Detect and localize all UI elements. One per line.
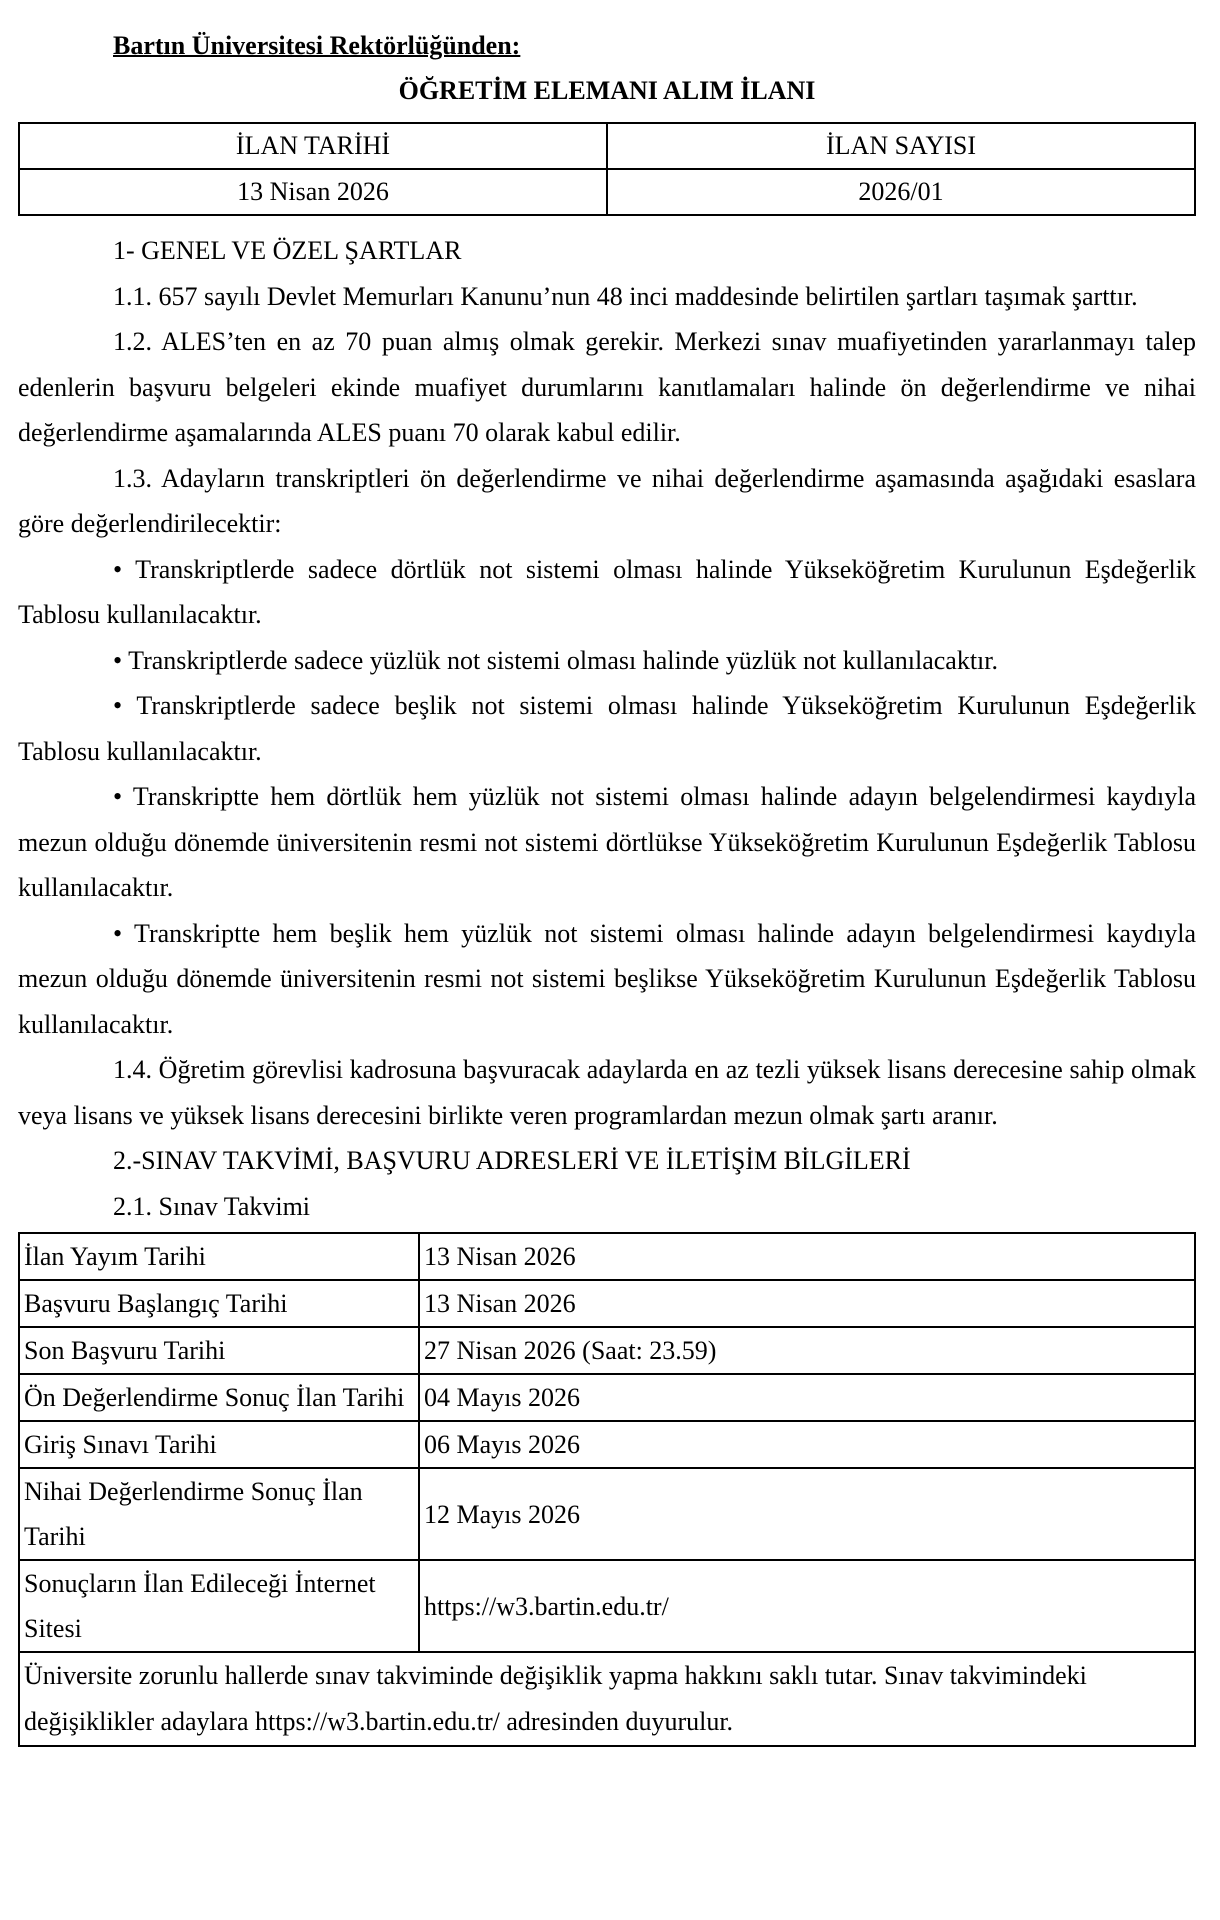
schedule-value: 13 Nisan 2026 (419, 1233, 1195, 1280)
schedule-note: Üniversite zorunlu hallerde sınav takviminde değişiklik yapma hakkını saklı tutar. Sınav takvimindeki değişiklikler adaylara https://w3.bartin.edu.tr/ adresinden duyurulur. (19, 1652, 1195, 1746)
announcement-date: 13 Nisan 2026 (19, 169, 607, 215)
paragraph-1-2: 1.2. ALES’ten en az 70 puan almış olmak gerekir. Merkezi sınav muafiyetinden yararlanmayı talep edenlerin başvuru belgeleri ekinde muafiyet durumlarını kanıtlamaları halinde ön değerlendirme ve nihai değerlendirme aşamalarında ALES puanı 70 olarak kabul edilir. (18, 327, 1196, 447)
announcement-info-table (18, 122, 1196, 216)
table-row (19, 1652, 1195, 1746)
table-row (19, 1421, 1195, 1468)
bullet-item: • Transkriptte hem beşlik hem yüzlük not sistemi olması halinde adayın belgelendirmesi kaydıyla mezun olduğu dönemde üniversitenin resmi not sistemi beşlikse Yükseköğretim Kurulunun Eşdeğerlik Tablosu kullanılacaktır. (18, 918, 1196, 1039)
header-cell-number: İLAN SAYISI (607, 123, 1195, 169)
schedule-value: 27 Nisan 2026 (Saat: 23.59) (419, 1327, 1195, 1374)
table-row (19, 1374, 1195, 1421)
paragraph-1-4: 1.4. Öğretim görevlisi kadrosuna başvuracak adaylarda en az tezli yüksek lisans derecesine sahip olmak veya lisans ve yüksek lisans derecesini birlikte veren programlardan mezun olmak şartı aranır. (18, 1055, 1196, 1130)
table-row (19, 1560, 1195, 1652)
bullet-item: • Transkriptlerde sadece dörtlük not sistemi olması halinde Yükseköğretim Kurulunun Eşdeğerlik Tablosu kullanılacaktır. (18, 554, 1196, 629)
schedule-value: 04 Mayıs 2026 (419, 1374, 1195, 1421)
schedule-label: İlan Yayım Tarihi (19, 1233, 419, 1280)
announcement-body (18, 228, 1196, 1229)
table-row (19, 1280, 1195, 1327)
schedule-label: Son Başvuru Tarihi (19, 1327, 419, 1374)
bullet-item: • Transkriptte hem dörtlük hem yüzlük not sistemi olması halinde adayın belgelendirmesi kaydıyla mezun olduğu dönemde üniversitenin resmi not sistemi dörtlükse Yükseköğretim Kurulunun Eşdeğerlik Tablosu kullanılacaktır. (18, 782, 1196, 902)
schedule-label: Sonuçların İlan Edileceği İnternet Sitesi (19, 1560, 419, 1652)
section-heading-1: 1- GENEL VE ÖZEL ŞARTLAR (113, 236, 462, 265)
exam-schedule-table (18, 1232, 1196, 1747)
subsection-heading-2-1: 2.1. Sınav Takvimi (113, 1191, 311, 1221)
schedule-label: Giriş Sınavı Tarihi (19, 1421, 419, 1468)
institution-heading: Bartın Üniversitesi Rektörlüğünden: (113, 31, 521, 60)
schedule-value: 13 Nisan 2026 (419, 1280, 1195, 1327)
announcement-number: 2026/01 (607, 169, 1195, 215)
schedule-label: Ön Değerlendirme Sonuç İlan Tarihi (19, 1374, 419, 1421)
schedule-value: 12 Mayıs 2026 (419, 1468, 1195, 1560)
header-cell-date: İLAN TARİHİ (19, 123, 607, 169)
table-row (19, 1468, 1195, 1560)
schedule-label: Başvuru Başlangıç Tarihi (19, 1280, 419, 1327)
bullet-item: • Transkriptlerde sadece beşlik not sistemi olması halinde Yükseköğretim Kurulunun Eşdeğerlik Tablosu kullanılacaktır. (18, 691, 1196, 766)
table-row (19, 1233, 1195, 1280)
announcement-title: ÖĞRETİM ELEMANI ALIM İLANI (398, 76, 816, 105)
schedule-value: 06 Mayıs 2026 (419, 1421, 1195, 1468)
bullet-item: • Transkriptlerde sadece yüzlük not sistemi olması halinde yüzlük not kullanılacaktır. (113, 645, 998, 675)
results-website-link[interactable]: https://w3.bartin.edu.tr/ (419, 1560, 1195, 1652)
schedule-label: Nihai Değerlendirme Sonuç İlan Tarihi (19, 1468, 419, 1560)
section-heading-2: 2.-SINAV TAKVİMİ, BAŞVURU ADRESLERİ VE İLETİŞİM BİLGİLERİ (113, 1146, 911, 1175)
paragraph-1-1: 1.1. 657 sayılı Devlet Memurları Kanunu’nun 48 inci maddesinde belirtilen şartları taşımak şarttır. (113, 281, 1138, 311)
table-row (19, 1327, 1195, 1374)
paragraph-1-3: 1.3. Adayların transkriptleri ön değerlendirme ve nihai değerlendirme aşamasında aşağıdaki esaslara göre değerlendirilecektir: (18, 463, 1196, 538)
